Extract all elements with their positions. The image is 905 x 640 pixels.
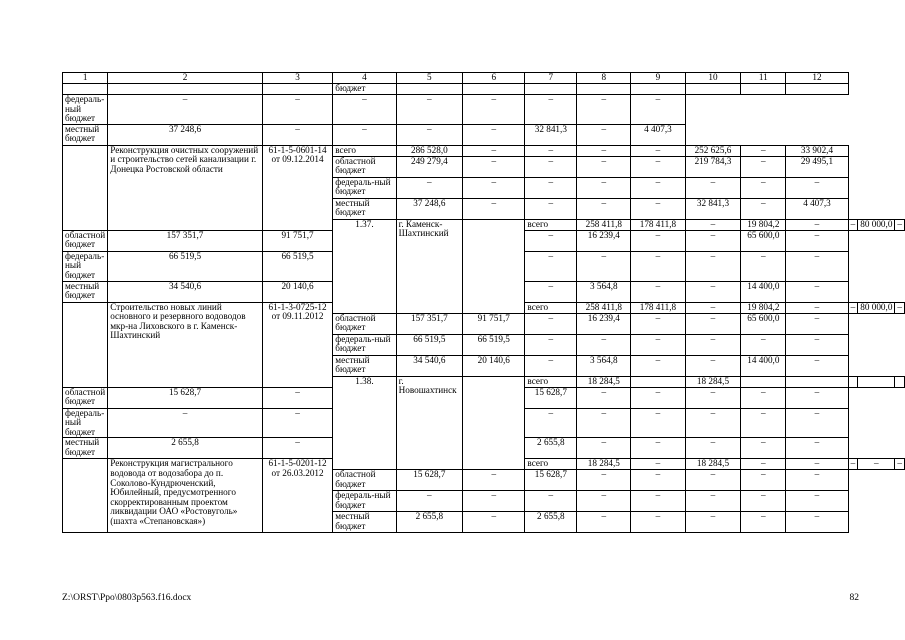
amount-cell: – [741,177,786,198]
amount-cell: – [525,491,577,512]
item-number-cell [63,459,108,533]
amount-cell: 4 407,3 [631,124,685,145]
amount-cell: 32 841,3 [525,124,577,145]
object-name-cell: г. Каменск-Шахтинский [396,219,462,313]
funding-source-cell: областной бюджет [333,470,396,491]
amount-cell: – [786,387,848,408]
amount-cell: – [525,95,577,125]
amount-cell [895,376,905,387]
funding-source-cell: местный бюджет [333,198,396,219]
amount-cell: – [631,491,685,512]
amount-cell: – [631,230,685,251]
amount-cell: – [463,145,525,156]
amount-cell: – [685,470,741,491]
amount-cell [463,84,525,95]
amount-cell: 80 000,0 [858,219,895,230]
amount-cell: – [685,219,741,230]
amount-cell: – [685,512,741,533]
amount-cell: – [463,470,525,491]
column-number-7: 7 [525,73,577,84]
amount-cell: – [685,334,741,355]
funding-source-cell: областной бюджет [63,387,108,408]
funding-source-cell: федераль-ный бюджет [333,177,396,198]
amount-cell: – [685,491,741,512]
object-name-cell: Реконструкция очистных сооружений и строительство сетей канализации г. Донецка Ростовской области [108,145,263,230]
table-row [63,124,905,145]
amount-cell: – [631,281,685,302]
amount-cell: – [786,459,848,470]
amount-cell: – [577,408,631,438]
amount-cell: 4 407,3 [786,198,848,219]
amount-cell [786,376,848,387]
amount-cell: – [577,145,631,156]
funding-source-cell: всего [525,459,577,470]
amount-cell: – [631,145,685,156]
amount-cell: – [631,198,685,219]
funding-source-cell: всего [333,145,396,156]
amount-cell: – [463,177,525,198]
amount-cell: – [577,156,631,177]
amount-cell: 2 655,8 [108,438,263,459]
amount-cell: 258 411,8 [577,219,631,230]
project-code-cell [463,376,525,470]
amount-cell: – [577,438,631,459]
funding-source-cell: федераль-ный бюджет [63,408,108,438]
amount-cell: 18 284,5 [577,459,631,470]
amount-cell: 252 625,6 [685,145,741,156]
funding-table-sheet [62,72,905,533]
amount-cell: – [463,512,525,533]
amount-cell: – [685,387,741,408]
amount-cell [741,376,786,387]
amount-cell: – [631,470,685,491]
amount-cell: – [685,302,741,313]
column-number-2: 2 [108,73,263,84]
funding-source-cell: местный бюджет [333,512,396,533]
amount-cell: 15 628,7 [396,470,462,491]
amount-cell: – [577,198,631,219]
item-number-cell: 1.37. [333,219,396,313]
amount-cell: 3 564,8 [577,355,631,376]
amount-cell: – [525,313,577,334]
amount-cell [858,376,895,387]
amount-cell: – [396,95,462,125]
amount-cell: 34 540,6 [108,281,263,302]
amount-cell: – [262,387,332,408]
amount-cell: – [631,408,685,438]
amount-cell: – [108,95,263,125]
column-number-row [63,73,905,84]
amount-cell: – [786,491,848,512]
amount-cell: – [631,387,685,408]
amount-cell: – [262,438,332,459]
funding-source-cell: всего [525,219,577,230]
amount-cell: – [577,251,631,281]
amount-cell: 19 804,2 [741,302,786,313]
amount-cell: – [577,177,631,198]
amount-cell: – [741,459,786,470]
funding-source-cell: областной бюджет [63,230,108,251]
item-number-cell [63,84,108,95]
amount-cell [525,84,577,95]
funding-source-cell: областной бюджет [333,313,396,334]
amount-cell: 2 655,8 [396,512,462,533]
amount-cell: – [786,302,848,313]
amount-cell [631,376,685,387]
amount-cell: – [685,438,741,459]
amount-cell: 178 411,8 [631,219,685,230]
amount-cell: 66 519,5 [463,334,525,355]
amount-cell: – [786,177,848,198]
amount-cell: – [685,281,741,302]
amount-cell: – [262,408,332,438]
amount-cell: – [463,156,525,177]
funding-source-cell: федераль-ный бюджет [333,491,396,512]
amount-cell: 16 239,4 [577,230,631,251]
funding-source-cell: федераль-ный бюджет [63,95,108,125]
amount-cell: – [577,491,631,512]
column-number-10: 10 [685,73,741,84]
amount-cell: – [577,334,631,355]
amount-cell: – [786,512,848,533]
funding-source-cell: местный бюджет [63,281,108,302]
amount-cell: – [463,198,525,219]
amount-cell: – [525,355,577,376]
amount-cell: – [786,219,848,230]
object-name-cell: Строительство новых линий основного и резервного водоводов мкр-на Лиховского в г. Каменск-Шахтинский [108,302,263,387]
funding-source-cell: местный бюджет [63,124,108,145]
amount-cell: – [463,124,525,145]
amount-cell: – [741,470,786,491]
amount-cell: 258 411,8 [577,302,631,313]
amount-cell: 66 519,5 [262,251,332,281]
column-number-1: 1 [63,73,108,84]
amount-cell: 16 239,4 [577,313,631,334]
amount-cell: – [525,177,577,198]
amount-cell: – [786,251,848,281]
amount-cell: – [631,512,685,533]
object-name-cell [108,84,263,95]
column-number-4: 4 [333,73,396,84]
amount-cell: – [741,387,786,408]
amount-cell [631,84,685,95]
amount-cell: – [786,438,848,459]
amount-cell: – [631,313,685,334]
amount-cell: – [741,491,786,512]
amount-cell: – [396,491,462,512]
amount-cell [396,84,462,95]
amount-cell: 66 519,5 [396,334,462,355]
amount-cell: 286 528,0 [396,145,462,156]
project-code-cell: 61-1-5-0201-12 от 26.03.2012 [262,459,332,533]
amount-cell: – [631,459,685,470]
project-code-cell [262,84,332,95]
column-number-3: 3 [262,73,332,84]
amount-cell: 2 655,8 [525,512,577,533]
column-number-11: 11 [741,73,786,84]
amount-cell: – [786,313,848,334]
amount-cell: – [631,355,685,376]
amount-cell: – [685,251,741,281]
amount-cell [848,376,858,387]
funding-source-cell: областной бюджет [333,156,396,177]
amount-cell: – [396,177,462,198]
amount-cell: – [786,230,848,251]
amount-cell: – [525,145,577,156]
amount-cell: – [577,124,631,145]
item-number-cell: 1.38. [333,376,396,470]
document-path: Z:\ORST\Ppo\0803p563.f16.docx [62,593,192,603]
column-number-9: 9 [631,73,685,84]
amount-cell: – [741,198,786,219]
amount-cell: 65 600,0 [741,230,786,251]
column-number-12: 12 [786,73,848,84]
amount-cell: 29 495,1 [786,156,848,177]
amount-cell: – [262,124,332,145]
column-number-5: 5 [396,73,462,84]
amount-cell: – [895,459,905,470]
amount-cell: 34 540,6 [396,355,462,376]
amount-cell: – [463,491,525,512]
funding-source-cell: местный бюджет [333,355,396,376]
amount-cell: 157 351,7 [396,313,462,334]
amount-cell: 15 628,7 [525,470,577,491]
amount-cell: 18 284,5 [685,459,741,470]
amount-cell: 2 655,8 [525,438,577,459]
amount-cell: 18 284,5 [685,376,741,387]
amount-cell: – [631,334,685,355]
project-code-cell: 61-1-3-0725-12 от 09.11.2012 [262,302,332,387]
amount-cell: 14 400,0 [741,355,786,376]
amount-cell: – [741,145,786,156]
funding-source-cell: всего [525,376,577,387]
amount-cell: – [848,219,858,230]
amount-cell: 65 600,0 [741,313,786,334]
amount-cell: – [577,470,631,491]
amount-cell: – [631,156,685,177]
funding-source-cell: всего [525,302,577,313]
page-number: 82 [849,593,859,603]
project-code-cell: 61-1-5-0601-14 от 09.12.2014 [262,145,332,230]
amount-cell: 66 519,5 [108,251,263,281]
table-row [63,95,905,125]
amount-cell: – [858,459,895,470]
funding-source-cell: местный бюджет [63,438,108,459]
amount-cell: – [631,177,685,198]
amount-cell: – [685,177,741,198]
amount-cell: – [741,156,786,177]
amount-cell: – [108,408,263,438]
amount-cell [741,84,786,95]
funding-source-cell: федераль-ный бюджет [333,334,396,355]
amount-cell: 20 140,6 [262,281,332,302]
amount-cell: 18 284,5 [577,376,631,387]
project-code-cell [463,219,525,313]
amount-cell: – [333,124,396,145]
amount-cell: – [525,230,577,251]
funding-source-cell: федераль-ный бюджет [63,251,108,281]
amount-cell: – [525,281,577,302]
amount-cell: – [396,124,462,145]
column-number-8: 8 [577,73,631,84]
amount-cell [786,84,848,95]
amount-cell: – [685,230,741,251]
amount-cell: – [333,95,396,125]
amount-cell [577,84,631,95]
amount-cell: 3 564,8 [577,281,631,302]
amount-cell: – [262,95,332,125]
amount-cell [685,84,741,95]
amount-cell: – [786,281,848,302]
amount-cell: – [525,251,577,281]
amount-cell: – [895,302,905,313]
item-number-cell [63,145,108,230]
amount-cell: – [631,95,685,125]
amount-cell: – [631,251,685,281]
amount-cell: – [786,355,848,376]
amount-cell: – [577,512,631,533]
table-row [63,145,905,156]
table-row [63,84,905,95]
amount-cell: – [848,302,858,313]
amount-cell: – [741,512,786,533]
amount-cell: – [848,459,858,470]
amount-cell: – [525,334,577,355]
amount-cell: 32 841,3 [685,198,741,219]
amount-cell: – [786,334,848,355]
amount-cell: – [631,438,685,459]
amount-cell: – [741,334,786,355]
amount-cell: 15 628,7 [525,387,577,408]
amount-cell: – [463,95,525,125]
amount-cell: 19 804,2 [741,219,786,230]
amount-cell: 37 248,6 [108,124,263,145]
amount-cell: 20 140,6 [463,355,525,376]
item-number-cell [63,302,108,387]
amount-cell: 249 279,4 [396,156,462,177]
amount-cell: – [895,219,905,230]
amount-cell: – [525,156,577,177]
amount-cell: – [786,408,848,438]
amount-cell: 33 902,4 [786,145,848,156]
amount-cell: – [685,408,741,438]
funding-table [62,72,905,533]
amount-cell: 178 411,8 [631,302,685,313]
amount-cell: – [685,313,741,334]
amount-cell: 91 751,7 [262,230,332,251]
amount-cell: – [525,408,577,438]
amount-cell: 15 628,7 [108,387,263,408]
amount-cell: – [741,438,786,459]
amount-cell: – [525,198,577,219]
amount-cell: 37 248,6 [396,198,462,219]
object-name-cell: Реконструкция магистрального водовода от водозабора до п. Соколово-Кундрюченский, Юбилейный, предусмотренного скорректированным проектом ликвидации ОАО «Ростовуголь» (шахта «Степановская») [108,459,263,533]
amount-cell: – [577,387,631,408]
amount-cell: – [685,355,741,376]
amount-cell: – [741,251,786,281]
amount-cell: – [741,408,786,438]
amount-cell: 219 784,3 [685,156,741,177]
amount-cell: – [577,95,631,125]
amount-cell: – [786,470,848,491]
column-number-6: 6 [463,73,525,84]
object-name-cell: г. Новошахтинск [396,376,462,470]
amount-cell: 14 400,0 [741,281,786,302]
amount-cell: 80 000,0 [858,302,895,313]
funding-source-cell: бюджет [333,84,396,95]
amount-cell: 157 351,7 [108,230,263,251]
amount-cell: 91 751,7 [463,313,525,334]
